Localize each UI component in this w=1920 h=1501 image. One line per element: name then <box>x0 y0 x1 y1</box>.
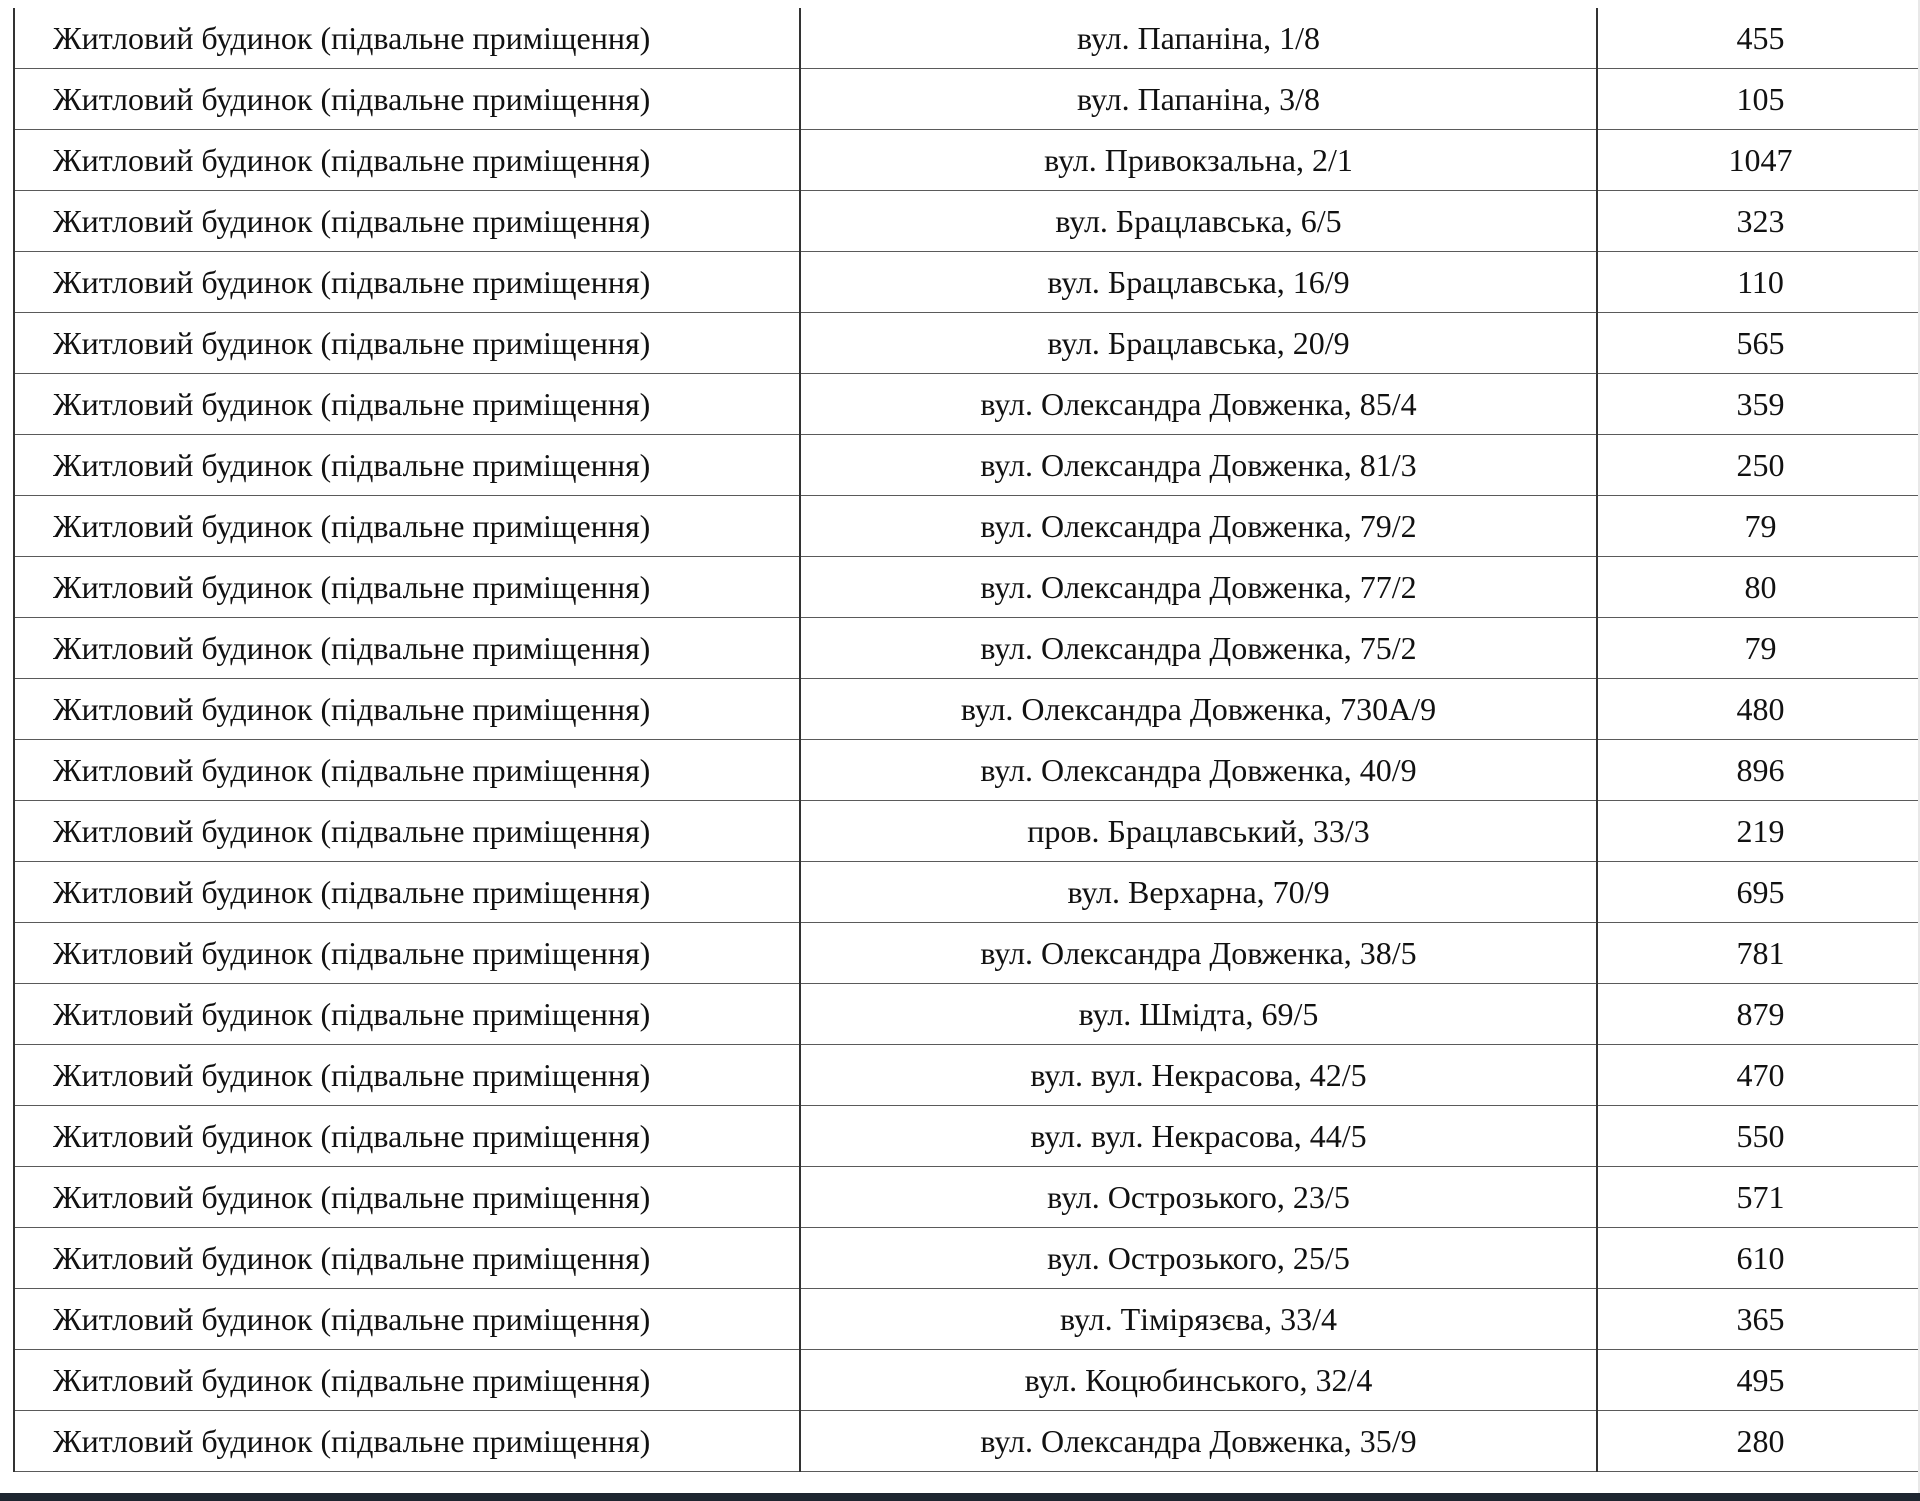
table-row <box>14 1167 1920 1228</box>
cell-area: 80 <box>1597 557 1920 618</box>
cell-address: вул. Олександра Довженка, 35/9 <box>800 1411 1597 1472</box>
cell-object-name <box>14 496 800 557</box>
cell-area: 470 <box>1597 1045 1920 1106</box>
table-row <box>14 191 1920 252</box>
object-name-text: Житловий будинок (підвальне приміщення) <box>53 264 651 300</box>
object-name-text: Житловий будинок (підвальне приміщення) <box>53 874 651 910</box>
cell-address: вул. Острозького, 23/5 <box>800 1167 1597 1228</box>
cell-area: 219 <box>1597 801 1920 862</box>
cell-object-name <box>14 435 800 496</box>
cell-object-name <box>14 69 800 130</box>
object-name-text: Житловий будинок (підвальне приміщення) <box>53 1240 651 1276</box>
viewer-bottom-bar <box>0 1493 1920 1501</box>
table-row <box>14 1411 1920 1472</box>
premises-table <box>13 8 1920 1472</box>
cell-address: вул. вул. Некрасова, 42/5 <box>800 1045 1597 1106</box>
cell-object-name <box>14 1289 800 1350</box>
cell-address: вул. вул. Некрасова, 44/5 <box>800 1106 1597 1167</box>
cell-address: вул. Брацлавська, 20/9 <box>800 313 1597 374</box>
table-row <box>14 8 1920 69</box>
cell-address: вул. Олександра Довженка, 85/4 <box>800 374 1597 435</box>
cell-area: 79 <box>1597 496 1920 557</box>
cell-object-name <box>14 862 800 923</box>
table-row <box>14 69 1920 130</box>
cell-object-name <box>14 191 800 252</box>
object-name-text: Житловий будинок (підвальне приміщення) <box>53 1423 651 1459</box>
cell-area: 571 <box>1597 1167 1920 1228</box>
cell-object-name <box>14 1411 800 1472</box>
cell-area: 695 <box>1597 862 1920 923</box>
cell-object-name <box>14 1228 800 1289</box>
cell-area: 1047 <box>1597 130 1920 191</box>
table-row <box>14 1106 1920 1167</box>
table-row <box>14 374 1920 435</box>
object-name-text: Житловий будинок (підвальне приміщення) <box>53 325 651 361</box>
object-name-text: Житловий будинок (підвальне приміщення) <box>53 20 651 56</box>
cell-area: 610 <box>1597 1228 1920 1289</box>
table-row <box>14 252 1920 313</box>
cell-area: 323 <box>1597 191 1920 252</box>
cell-area: 280 <box>1597 1411 1920 1472</box>
cell-area: 110 <box>1597 252 1920 313</box>
cell-object-name <box>14 740 800 801</box>
object-name-text: Житловий будинок (підвальне приміщення) <box>53 81 651 117</box>
cell-area: 565 <box>1597 313 1920 374</box>
cell-object-name <box>14 1106 800 1167</box>
cell-area: 550 <box>1597 1106 1920 1167</box>
cell-object-name <box>14 252 800 313</box>
cell-address: вул. Олександра Довженка, 81/3 <box>800 435 1597 496</box>
cell-address: вул. Олександра Довженка, 77/2 <box>800 557 1597 618</box>
cell-area: 105 <box>1597 69 1920 130</box>
object-name-text: Житловий будинок (підвальне приміщення) <box>53 1118 651 1154</box>
table-row <box>14 435 1920 496</box>
cell-area: 455 <box>1597 8 1920 69</box>
table-row <box>14 1289 1920 1350</box>
cell-address: вул. Олександра Довженка, 40/9 <box>800 740 1597 801</box>
cell-area: 879 <box>1597 984 1920 1045</box>
object-name-text: Житловий будинок (підвальне приміщення) <box>53 203 651 239</box>
object-name-text: Житловий будинок (підвальне приміщення) <box>53 1301 651 1337</box>
cell-object-name <box>14 618 800 679</box>
cell-address: вул. Шмідта, 69/5 <box>800 984 1597 1045</box>
object-name-text: Житловий будинок (підвальне приміщення) <box>53 1057 651 1093</box>
object-name-text: Житловий будинок (підвальне приміщення) <box>53 630 651 666</box>
cell-address: вул. Папаніна, 3/8 <box>800 69 1597 130</box>
cell-object-name <box>14 557 800 618</box>
table-row <box>14 618 1920 679</box>
cell-address: вул. Олександра Довженка, 75/2 <box>800 618 1597 679</box>
cell-address: вул. Брацлавська, 16/9 <box>800 252 1597 313</box>
object-name-text: Житловий будинок (підвальне приміщення) <box>53 569 651 605</box>
cell-address: вул. Папаніна, 1/8 <box>800 8 1597 69</box>
object-name-text: Житловий будинок (підвальне приміщення) <box>53 752 651 788</box>
object-name-text: Житловий будинок (підвальне приміщення) <box>53 813 651 849</box>
object-name-text: Житловий будинок (підвальне приміщення) <box>53 1179 651 1215</box>
object-name-text: Житловий будинок (підвальне приміщення) <box>53 386 651 422</box>
cell-area: 495 <box>1597 1350 1920 1411</box>
table-row <box>14 1350 1920 1411</box>
table-row <box>14 801 1920 862</box>
cell-address: вул. Коцюбинського, 32/4 <box>800 1350 1597 1411</box>
cell-address: вул. Олександра Довженка, 38/5 <box>800 923 1597 984</box>
object-name-text: Житловий будинок (підвальне приміщення) <box>53 691 651 727</box>
cell-object-name <box>14 1045 800 1106</box>
cell-object-name <box>14 984 800 1045</box>
cell-address: вул. Острозького, 25/5 <box>800 1228 1597 1289</box>
table-row <box>14 862 1920 923</box>
cell-object-name <box>14 313 800 374</box>
object-name-text: Житловий будинок (підвальне приміщення) <box>53 996 651 1032</box>
cell-object-name <box>14 130 800 191</box>
cell-address: пров. Брацлавський, 33/3 <box>800 801 1597 862</box>
object-name-text: Житловий будинок (підвальне приміщення) <box>53 447 651 483</box>
cell-area: 365 <box>1597 1289 1920 1350</box>
table-row <box>14 984 1920 1045</box>
table-row <box>14 1045 1920 1106</box>
cell-address: вул. Привокзальна, 2/1 <box>800 130 1597 191</box>
cell-address: вул. Брацлавська, 6/5 <box>800 191 1597 252</box>
table-row <box>14 1228 1920 1289</box>
cell-address: вул. Олександра Довженка, 730А/9 <box>800 679 1597 740</box>
cell-object-name <box>14 1350 800 1411</box>
cell-area: 896 <box>1597 740 1920 801</box>
cell-object-name <box>14 1167 800 1228</box>
table-row <box>14 679 1920 740</box>
cell-area: 359 <box>1597 374 1920 435</box>
object-name-text: Житловий будинок (підвальне приміщення) <box>53 1362 651 1398</box>
table-row <box>14 313 1920 374</box>
cell-area: 79 <box>1597 618 1920 679</box>
cell-object-name <box>14 801 800 862</box>
cell-object-name <box>14 679 800 740</box>
cell-address: вул. Олександра Довженка, 79/2 <box>800 496 1597 557</box>
table-row <box>14 740 1920 801</box>
cell-area: 781 <box>1597 923 1920 984</box>
table-row <box>14 496 1920 557</box>
cell-object-name <box>14 8 800 69</box>
cell-address: вул. Верхарна, 70/9 <box>800 862 1597 923</box>
object-name-text: Житловий будинок (підвальне приміщення) <box>53 142 651 178</box>
table-row <box>14 130 1920 191</box>
table-row <box>14 923 1920 984</box>
cell-area: 250 <box>1597 435 1920 496</box>
table-body <box>14 8 1920 1472</box>
cell-area: 480 <box>1597 679 1920 740</box>
object-name-text: Житловий будинок (підвальне приміщення) <box>53 508 651 544</box>
cell-address: вул. Тімірязєва, 33/4 <box>800 1289 1597 1350</box>
cell-object-name <box>14 923 800 984</box>
table-row <box>14 557 1920 618</box>
object-name-text: Житловий будинок (підвальне приміщення) <box>53 935 651 971</box>
cell-object-name <box>14 374 800 435</box>
